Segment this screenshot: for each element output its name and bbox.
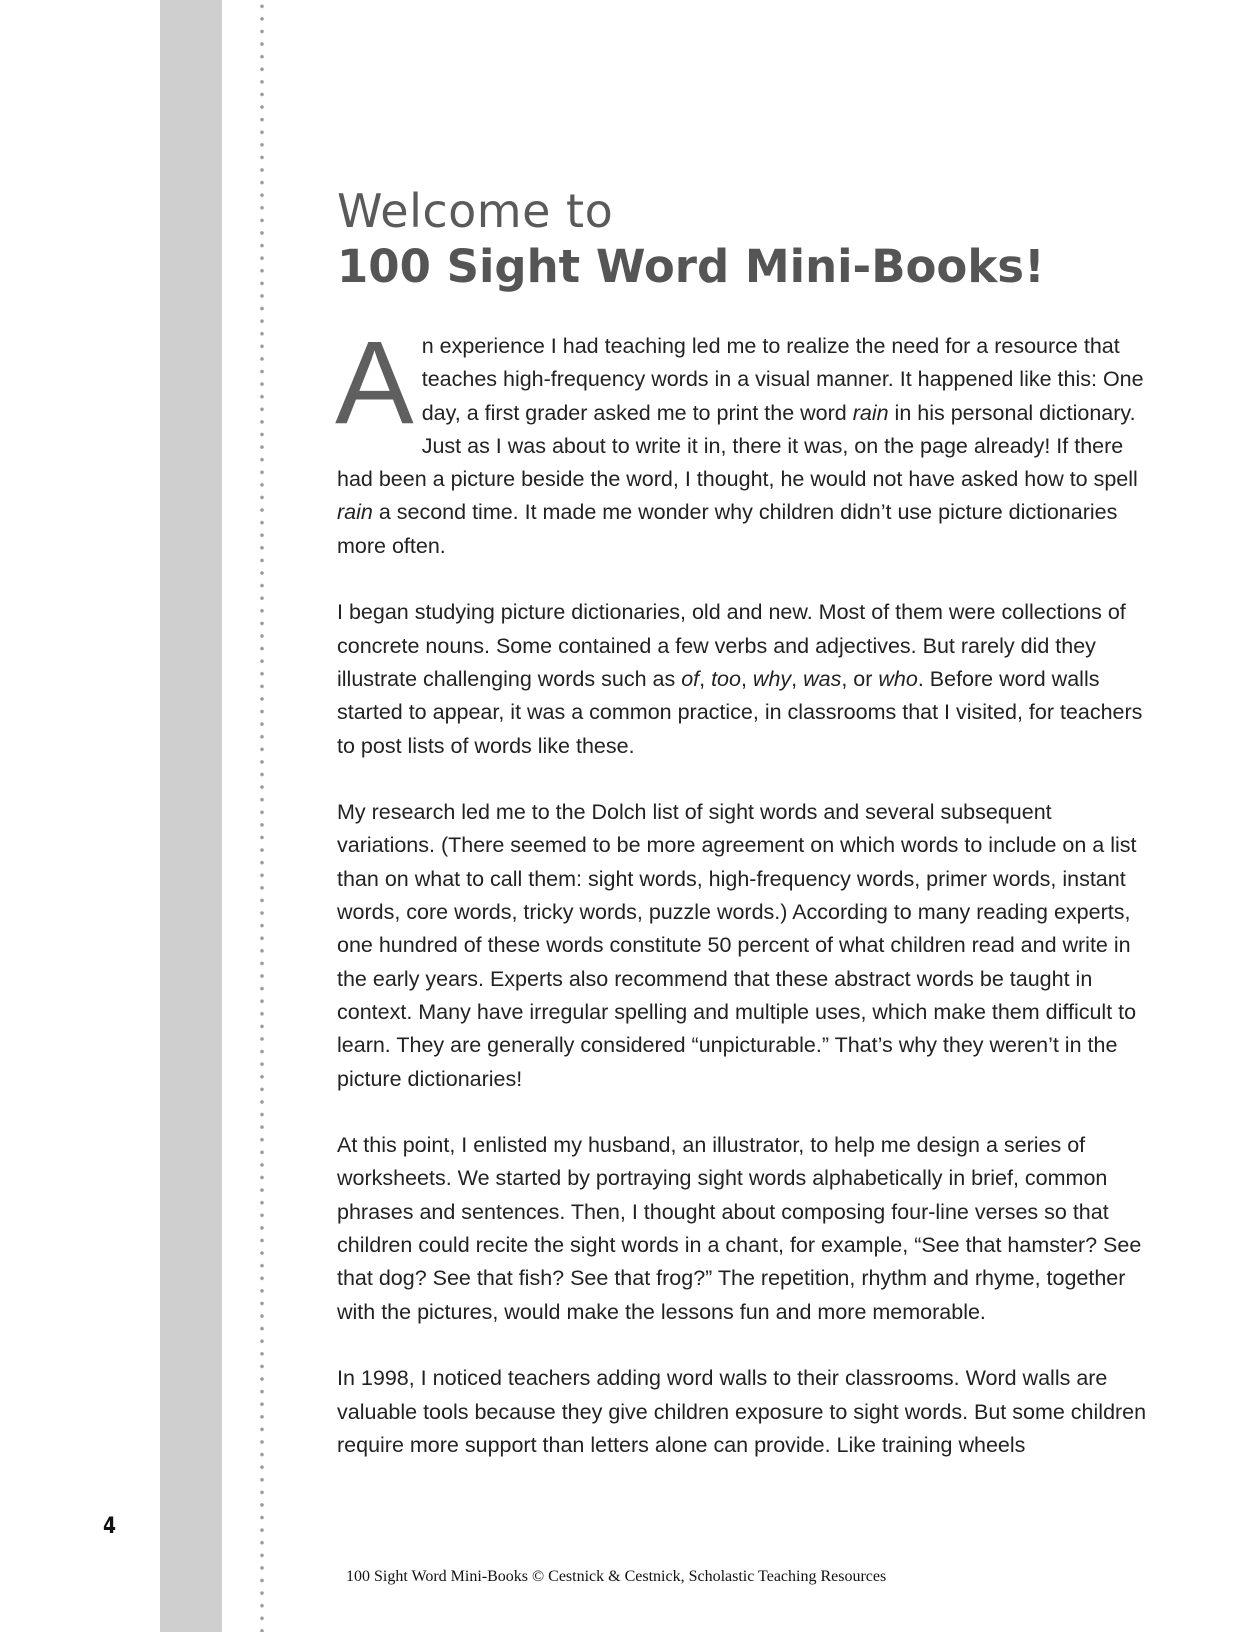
text-run: , <box>699 666 712 691</box>
paragraph-1 <box>335 317 1152 563</box>
text-run: . Before word walls started to appear, it was a common practice, in classrooms that I visited, for teachers to post lists of words like these. <box>337 666 1143 758</box>
text-run: , <box>740 666 753 691</box>
text-run: , <box>791 666 804 691</box>
title-book-name: 100 Sight Word Mini-Books! <box>337 240 1045 293</box>
text-run: n experience I had teaching led me to realize the need for a resource that teaches high-frequency words in a visual manner. It happened like this: One day, a first grader asked me to print the word <box>421 334 1144 425</box>
text-run: My research led me to the Dolch list of sight words and several subsequent variations. (There seemed to be more agreement on which words to include on a list than on what to call them: sight words, high-frequency words, primer words, instant words, core words, tricky words, puzzle words.) According to many reading experts, one hundred of these words constitute 50 percent of what children read and write in the early years. Experts also recommend that these abstract words be taught in context. Many have irregular spelling and multiple uses, which make them difficult to learn. They are generally considered “unpicturable.” That’s why they weren’t in the picture dictionaries! <box>337 800 1137 1091</box>
italic-word: rain <box>852 400 889 425</box>
text-run: a second time. It made me wonder why children didn’t use picture dictionaries more often. <box>337 500 1118 558</box>
text-run: in his personal dictionary. Just as I was about to write it in, there it was, on the page already! If there had been a picture beside the word, I thought, he would not have asked how to spell <box>337 400 1138 492</box>
page-title <box>337 183 1045 295</box>
italic-word: who <box>878 666 918 691</box>
scallop-edge-decoration <box>150 0 190 1632</box>
text-run: I began studying picture dictionaries, old and new. Most of them were collections of concrete nouns. Some contained a few verbs and adjectives. But rarely did they illustrate challenging words such as <box>337 600 1126 691</box>
article-body <box>335 317 1152 1495</box>
italic-word: was <box>803 666 842 691</box>
title-welcome: Welcome to <box>337 184 614 238</box>
text-run: At this point, I enlisted my husband, an illustrator, to help me design a series of worksheets. We started by portraying sight words alphabetically in brief, common phrases and sentences. Then, I thought about composing four-line verses so that children could recite the sight words in a chant, for example, “See that hamster? See that dog? See that fish? See that frog?” The repetition, rhythm and rhyme, together with the pictures, would make the lessons fun and more memorable. <box>337 1133 1142 1324</box>
paragraph-5 <box>337 1362 1152 1462</box>
drop-cap: A <box>335 317 414 449</box>
italic-word: too <box>711 666 741 691</box>
paragraph-4 <box>337 1129 1152 1329</box>
paragraph-2 <box>337 596 1152 762</box>
text-run: , or <box>841 666 879 691</box>
italic-word: of <box>681 666 700 691</box>
copyright-footer: 100 Sight Word Mini-Books © Cestnick & Cestnick, Scholastic Teaching Resources <box>346 1568 887 1585</box>
italic-word: rain <box>337 500 373 525</box>
dotted-rule <box>260 0 264 1632</box>
page-number: 4 <box>103 1514 117 1539</box>
paragraph-3 <box>337 796 1152 1096</box>
italic-word: why <box>752 666 792 691</box>
text-run: In 1998, I noticed teachers adding word walls to their classrooms. Word walls are valuable tools because they give children exposure to sight words. But some children require more support than letters alone can provide. Like training wheels <box>337 1366 1147 1457</box>
